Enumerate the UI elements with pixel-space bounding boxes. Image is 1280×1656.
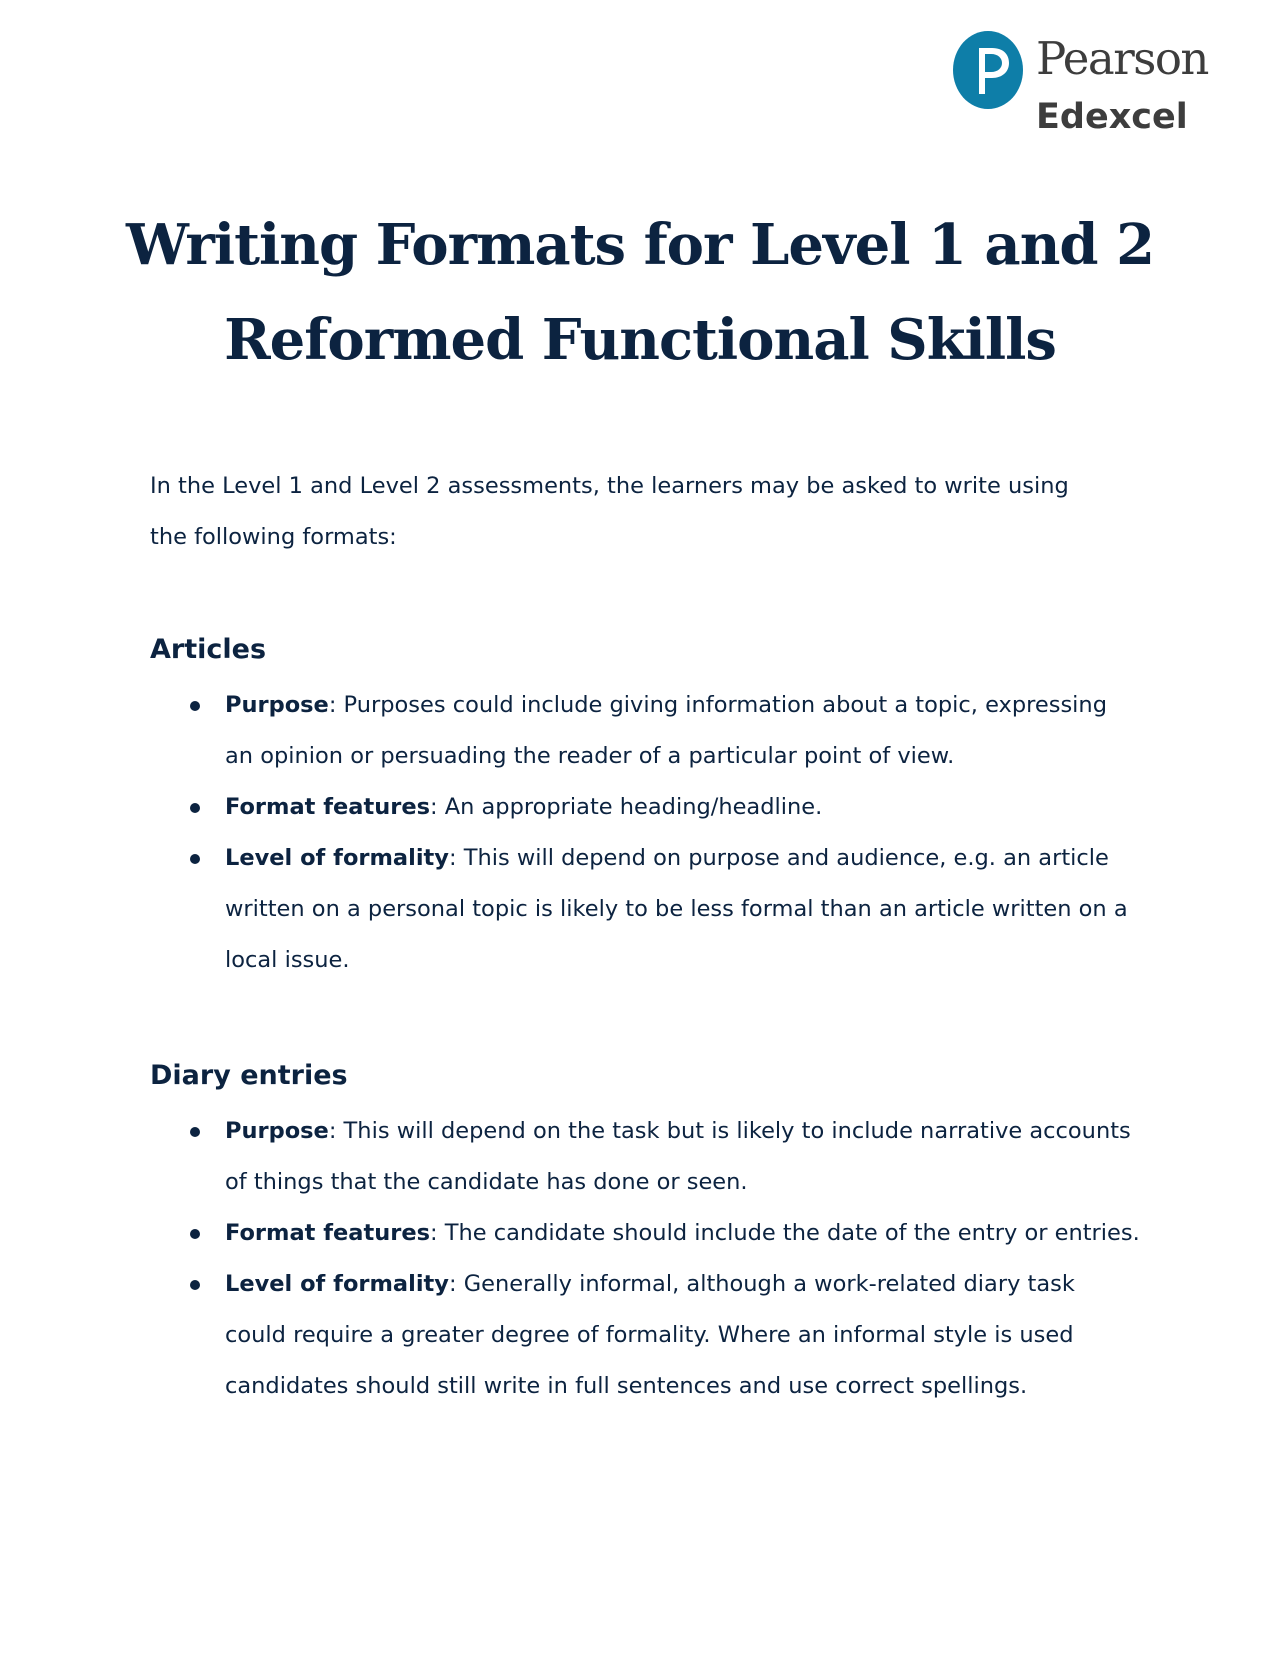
bullet-icon xyxy=(190,1127,200,1137)
bullet-list xyxy=(150,680,1140,986)
list-item xyxy=(150,1259,1140,1412)
section-heading: Articles xyxy=(150,634,267,665)
list-item xyxy=(150,1208,1140,1259)
bullet-icon xyxy=(190,854,200,864)
list-item xyxy=(150,833,1140,986)
page-title xyxy=(100,198,1180,388)
item-term: Format features xyxy=(225,794,430,820)
bullet-icon xyxy=(190,701,200,711)
intro-paragraph: In the Level 1 and Level 2 assessments, the learners may be asked to write using the following formats: xyxy=(150,473,1069,550)
item-text: : Purposes could include giving information about a topic, expressing an opinion or persuading the reader of a particular point of view. xyxy=(225,692,1107,769)
section-diary-entries xyxy=(150,1056,1140,1412)
list-item xyxy=(150,782,1140,833)
item-text: : Generally informal, although a work-related diary task could require a greater degree of formality. Where an informal style is used candidates should still write in full sentences and use correct spellings. xyxy=(225,1271,1075,1399)
item-term: Level of formality xyxy=(225,1271,449,1297)
section-heading: Diary entries xyxy=(150,1060,348,1091)
item-term: Purpose xyxy=(225,692,329,718)
title-line-2: Reformed Functional Skills xyxy=(224,307,1056,373)
bullet-list xyxy=(150,1106,1140,1412)
list-item xyxy=(150,1106,1140,1208)
item-text: : The candidate should include the date of the entry or entries. xyxy=(429,1220,1140,1246)
logo-word-edexcel: Edexcel xyxy=(1036,97,1188,137)
pearson-logo-icon xyxy=(952,30,1024,110)
item-term: Level of formality xyxy=(225,845,449,871)
logo-word-pearson: Pearson xyxy=(1036,32,1208,85)
section-articles xyxy=(150,630,1140,986)
item-text: : This will depend on the task but is likely to include narrative accounts of things that the candidate has done or seen. xyxy=(225,1118,1131,1195)
item-text: : An appropriate heading/headline. xyxy=(429,794,823,820)
title-line-1: Writing Formats for Level 1 and 2 xyxy=(125,212,1155,278)
bullet-icon xyxy=(190,1280,200,1290)
list-item xyxy=(150,680,1140,782)
item-text: : This will depend on purpose and audience, e.g. an article written on a personal topic is likely to be less formal than an article written on a local issue. xyxy=(225,845,1128,973)
pearson-edexcel-logo xyxy=(952,30,1232,142)
bullet-icon xyxy=(190,803,200,813)
item-term: Format features xyxy=(225,1220,430,1246)
bullet-icon xyxy=(190,1229,200,1239)
item-term: Purpose xyxy=(225,1118,329,1144)
